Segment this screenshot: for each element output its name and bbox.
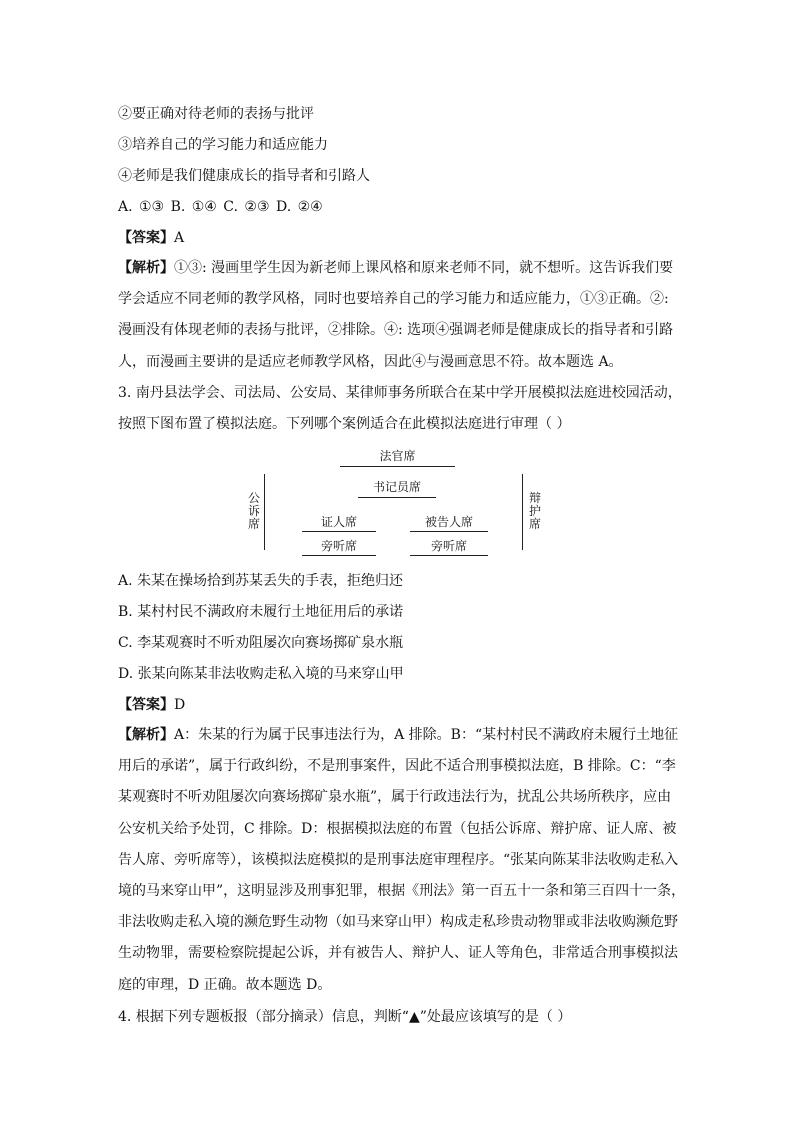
defense-seat-line bbox=[522, 474, 523, 550]
answer-value: D bbox=[174, 697, 186, 713]
audience-seat-right-line bbox=[410, 555, 488, 556]
q2-analysis bbox=[118, 253, 684, 378]
clerk-seat-label: 书记员席 bbox=[372, 480, 421, 494]
defendant-seat-label: 被告人席 bbox=[424, 515, 473, 529]
analysis-label: 【解析】 bbox=[118, 260, 174, 276]
q3-answer bbox=[118, 695, 185, 715]
defense-seat-label: 辩护席 bbox=[528, 491, 541, 531]
analysis-line: 人，而漫画主要讲的是适应老师教学风格，因此④与漫画意思不符。故本题选 A。 bbox=[118, 353, 623, 370]
prosecution-seat-line bbox=[264, 474, 265, 550]
answer-label: 【答案】 bbox=[118, 230, 174, 246]
answer-value: A bbox=[174, 230, 185, 246]
stem-line: 按照下图布置了模拟法庭。下列哪个案例适合在此模拟法庭进行审理（ ） bbox=[118, 416, 571, 433]
analysis-line: 庭的审理，D 正确。故本题选 D。 bbox=[118, 976, 332, 993]
analysis-line: ①③: 漫画里学生因为新老师上课风格和原来老师不同，就不想听。这告诉我们要 bbox=[174, 260, 674, 276]
audience-seat-right-label: 旁听席 bbox=[430, 539, 467, 553]
witness-seat-line bbox=[302, 531, 376, 532]
analysis-line: 生动物罪，需要检察院提起公诉，并有被告人、辩护人、证人等角色，非常适合刑事模拟法 bbox=[118, 945, 678, 962]
analysis-line: A：朱某的行为属于民事违法行为，A 排除。B：“某村村民不满政府未履行土地征 bbox=[174, 727, 679, 743]
analysis-line: 漫画没有体现老师的表扬与批评，②排除。④: 选项④强调老师是健康成长的指导者和引路 bbox=[118, 322, 674, 339]
q3-choice-b: B. 某村村民不满政府未履行土地征用后的承诺 bbox=[118, 604, 404, 620]
q2-answer bbox=[118, 228, 184, 248]
judge-seat-label: 法官席 bbox=[379, 449, 416, 463]
option-2: ②要正确对待老师的表扬与批评 bbox=[118, 106, 314, 122]
choices-prev: A. ①③ B. ①④ C. ②③ D. ②④ bbox=[118, 199, 323, 215]
defendant-seat-line bbox=[410, 531, 488, 532]
audience-seat-left-line bbox=[302, 555, 376, 556]
analysis-label: 【解析】 bbox=[118, 727, 174, 743]
courtroom-diagram bbox=[240, 442, 550, 562]
q3-choice-d: D. 张某向陈某非法收购走私入境的马来穿山甲 bbox=[118, 666, 404, 682]
answer-label: 【答案】 bbox=[118, 697, 174, 713]
clerk-seat-line bbox=[358, 497, 436, 498]
stem-line: 3. 南丹县法学会、司法局、公安局、某律师事务所联合在某中学开展模拟法庭进校园活动， bbox=[118, 385, 682, 401]
witness-seat-label: 证人席 bbox=[320, 515, 357, 529]
analysis-line: 公安机关给予处罚，C 排除。D：根据模拟法庭的布置（包括公诉席、辩护席、证人席、被 bbox=[118, 820, 677, 837]
analysis-line: 某观赛时不听劝阻屡次向赛场掷矿泉水瓶”，属于行政违法行为，扰乱公共场所秩序，应由 bbox=[118, 789, 672, 806]
q3-analysis bbox=[118, 720, 684, 1001]
analysis-line: 境的马来穿山甲”，这明显涉及刑事犯罪，根据《刑法》第一百五十一条和第三百四十一条， bbox=[118, 883, 686, 900]
q3-stem bbox=[118, 378, 684, 440]
judge-seat-line bbox=[340, 466, 455, 467]
q4-stem: 4. 根据下列专题板报（部分摘录）信息，判断“▲”处最应该填写的是（ ） bbox=[118, 1009, 572, 1025]
option-4: ④老师是我们健康成长的指导者和引路人 bbox=[118, 168, 370, 184]
audience-seat-left-label: 旁听席 bbox=[320, 539, 357, 553]
q3-choice-c: C. 李某观赛时不听劝阻屡次向赛场掷矿泉水瓶 bbox=[118, 635, 404, 651]
q3-choice-a: A. 朱某在操场拾到苏某丢失的手表，拒绝归还 bbox=[118, 573, 404, 589]
prosecution-seat-label: 公诉席 bbox=[247, 491, 260, 531]
analysis-line: 用后的承诺”，属于行政纠纷，不是刑事案件，因此不适合刑事模拟法庭，B 排除。C：“李 bbox=[118, 758, 676, 775]
analysis-line: 非法收购走私入境的濒危野生动物（如马来穿山甲）构成走私珍贵动物罪或非法收购濒危野 bbox=[118, 914, 678, 931]
analysis-line: 学会适应不同老师的教学风格，同时也要培养自己的学习能力和适应能力，①③正确。②: bbox=[118, 291, 669, 308]
option-3: ③培养自己的学习能力和适应能力 bbox=[118, 137, 328, 153]
analysis-line: 告人席、旁听席等），该模拟法庭模拟的是刑事法庭审理程序。“张某向陈某非法收购走私入 bbox=[118, 851, 679, 868]
